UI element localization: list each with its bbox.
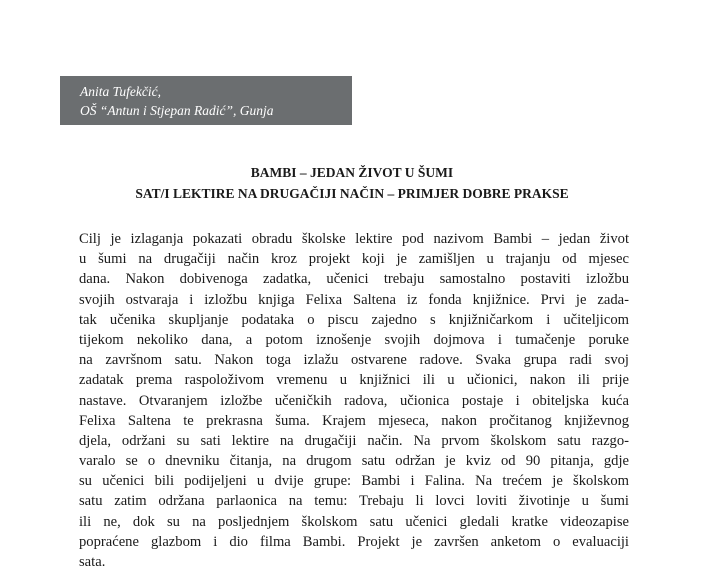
title-line-1: BAMBI – JEDAN ŽIVOT U ŠUMI — [250, 165, 454, 180]
paragraph-line: satu zatim održana parlaonica na temu: Trebaju li lovci loviti životinje u šumi — [79, 493, 629, 510]
paragraph-line: Cilj je izlaganja pokazati obradu školske lektire pod nazivom Bambi – jedan život — [79, 231, 629, 247]
title-line-2: SAT/I LEKTIRE NA DRUGAČIJI NAČIN – PRIMJER DOBRE PRAKSE — [135, 186, 569, 201]
paragraph-line: u šumi na drugačiji način kroz projekt koji je zamišljen u trajanju od mjesec — [79, 251, 629, 268]
paragraph-line: na završnom satu. Nakon toga izlažu ostvarene radove. Svaka grupa radi svoj — [79, 352, 629, 369]
paragraph-line: Felixa Saltena te prekrasna šuma. Krajem mjeseca, nakon pročitanog književnog — [79, 412, 629, 429]
paragraph-line: su učenici bili podijeljeni u dvije grupe: Bambi i Falina. Na trećem je školskom — [79, 473, 629, 490]
author-name: Anita Tufekčić, — [80, 84, 161, 99]
article-title — [60, 162, 644, 204]
paragraph-line: varalo se o dnevniku čitanja, na drugom satu održan je kviz od 90 pitanja, gdje — [79, 453, 629, 470]
paragraph-line: djela, održani su sati lektire na drugačiji način. Na prvom školskom satu razgo- — [79, 432, 629, 449]
author-box — [60, 76, 352, 125]
abstract-paragraph — [79, 229, 629, 572]
paragraph-line: popraćene glazbom i dio filma Bambi. Projekt je završen anketom o evaluaciji — [79, 533, 629, 550]
paragraph-line: zadatak prema raspoloživom vremenu u knjižnici ili u učionici, nakon ili prije — [79, 372, 629, 389]
paragraph-line: sata. — [79, 554, 106, 570]
paragraph-line: dana. Nakon dobivenoga zadatka, učenici trebaju samostalno postaviti izložbu — [79, 271, 629, 288]
paragraph-line: tijekom nekoliko dana, a potom iznošenje svojih dojmova i tumačenje poruke — [79, 331, 629, 348]
paragraph-line: svojih ostvaraja i izložbu knjiga Felixa Saltena iz fonda knjižnice. Prvi je zada- — [79, 291, 629, 308]
paragraph-line: nastave. Otvaranjem izložbe učeničkih radova, učionica postaje i obiteljska kuća — [79, 392, 629, 409]
author-school: OŠ “Antun i Stjepan Radić”, Gunja — [80, 103, 274, 118]
paragraph-line: ili ne, dok su na posljednjem školskom satu učenici gledali kratke videozapise — [79, 513, 629, 530]
paragraph-line: tak učenika skupljanje podataka o piscu zajedno s knjižničarkom i učiteljicom — [79, 311, 629, 328]
